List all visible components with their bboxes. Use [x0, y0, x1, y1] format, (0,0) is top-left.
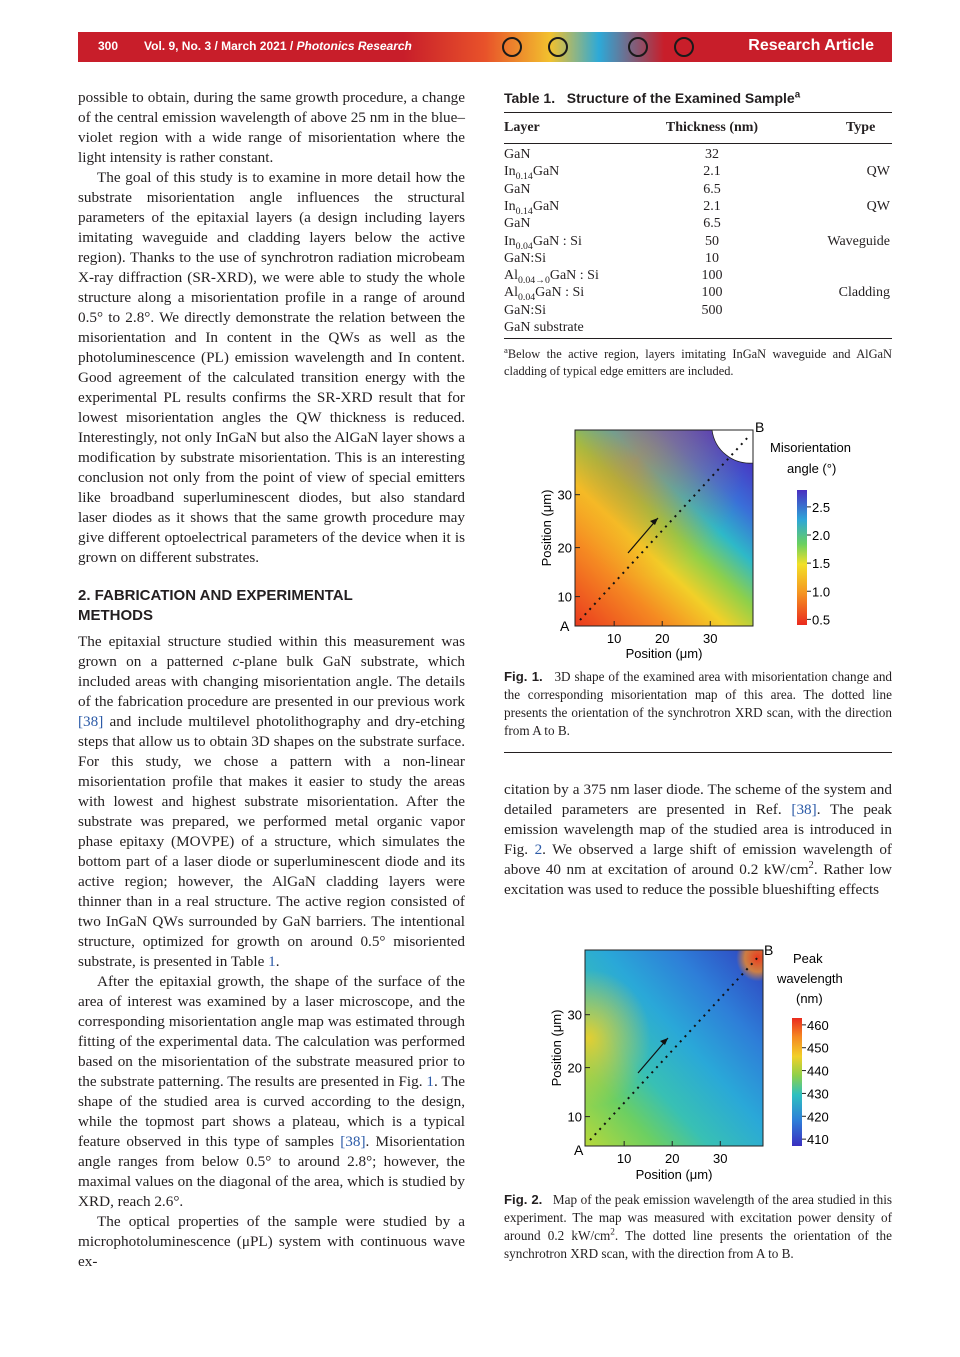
table-row	[504, 268, 892, 285]
cell-type: Cladding	[838, 285, 890, 301]
cell-thickness: 6.5	[703, 216, 721, 232]
x-axis-label: Position (μm)	[635, 1167, 713, 1182]
y-tick-label: 30	[567, 1007, 582, 1023]
colorbar-tick-label: 430	[807, 1086, 829, 1102]
decorative-ring-icon	[502, 37, 522, 57]
colorbar	[797, 490, 807, 625]
table-header-type: Type	[846, 120, 876, 135]
table-rule	[504, 112, 892, 113]
table-row	[504, 147, 892, 164]
colorbar-ticks	[807, 500, 830, 628]
decorative-ring-icon	[548, 37, 568, 57]
cell-thickness: 32	[705, 147, 719, 162]
cell-thickness: 100	[701, 268, 723, 284]
table-row	[504, 234, 892, 251]
x-tick-label: 20	[664, 1151, 680, 1166]
section-heading: 2. FABRICATION AND EXPERIMENTAL METHODS	[78, 587, 353, 624]
colorbar-title-line-2: angle (°)	[787, 461, 837, 476]
figure-link[interactable]: 1	[426, 1073, 434, 1090]
y-axis-label: Position (μm)	[549, 1009, 564, 1087]
cell-layer: GaN:Si	[504, 250, 546, 266]
cell-thickness: 100	[701, 285, 723, 301]
y-axis-label: Position (μm)	[539, 489, 554, 567]
colorbar-tick-label: 2.0	[812, 528, 831, 543]
cell-layer: $Al_{0.04\to 0}GaN$ : Si	[504, 268, 599, 286]
cell-layer: $In_{0.04}GaN$ : Si	[504, 233, 582, 252]
table-rule	[504, 338, 892, 339]
table-row	[504, 285, 892, 302]
table-row	[504, 303, 892, 320]
paragraph: The goal of this study is to examine in more detail how the substrate misorientation angle influences the structural parameters of the epitaxial layers (a design including layers imitating waveguide and cladding layers below the active region). Thanks to the use of synchrotron radiation microbeam X-ray diffraction (SR-XRD), we were able to study the whole structure along a misorientation profile in a range of around 0.5° to 2.8°. We directly demonstrate the relation between the misorientation and In content in the QWs as well as the photoluminescence (PL) emission wavelength and In content. Good agreement of the calculated transition energy with the experimental PL results confirms the SR-XRD result that for lowest misorientation angles the QW thickness is reduced. Interestingly, not only InGaN but also the AlGaN layer shows a modification by substrate misorientation. This is an interesting conclusion not only from the point of view of special emitters like broadband superluminescent diodes, but also standard laser diodes as it shows that the same growth procedure may give different optoelectrical parameters of the device when it is grown on different substrates.	[78, 169, 465, 566]
journal-header	[78, 32, 892, 62]
cell-thickness: 10	[705, 250, 719, 266]
colorbar-tick-label: 2.5	[812, 499, 831, 515]
decorative-ring-icon	[628, 37, 648, 57]
cell-thickness: 2.1	[703, 164, 721, 180]
cell-thickness: 2.1	[703, 198, 721, 214]
x-tick-label: 30	[713, 1151, 728, 1166]
colorbar-tick-label: 0.5	[812, 612, 831, 628]
colorbar-tick-label: 450	[807, 1040, 829, 1056]
table-row	[504, 251, 892, 268]
cell-thickness: 500	[701, 302, 723, 318]
colorbar-tick-label: 440	[807, 1063, 829, 1079]
y-tick-label: 30	[557, 487, 572, 503]
colorbar-title-line-1: Peak	[793, 951, 823, 966]
table-header-thickness: Thickness (nm)	[665, 120, 759, 135]
table-row	[504, 199, 892, 216]
cell-layer: GaN:Si	[504, 302, 546, 318]
figure-1-caption: Fig. 1. 3D shape of the examined area with misorientation change and the corresponding misorientation map of this area. The dotted line presents the orientation of the synchrotron XRD scan, with the direction from A to B.	[504, 669, 893, 738]
point-label-b: B	[755, 419, 765, 435]
table-row	[504, 320, 892, 337]
article-type: Research Article	[748, 37, 874, 54]
table-header-layer: Layer	[504, 120, 540, 135]
table-caption: Table 1. Structure of the Examined Sample$^a$	[504, 89, 801, 106]
reference-link[interactable]: [38]	[791, 801, 817, 818]
colorbar-tick-label: 420	[807, 1109, 829, 1125]
y-tick-label: 10	[557, 589, 572, 605]
table-footnote: $^a$Below the active region, layers imitating InGaN waveguide and AlGaN cladding of typical edge emitters are included.	[504, 344, 892, 378]
right-column-text	[504, 780, 892, 900]
cell-layer: GaN	[504, 181, 531, 197]
colorbar-title-line-1: Misorientation	[770, 440, 851, 455]
decorative-ring-icon	[674, 37, 694, 57]
colorbar-tick-label: 1.5	[812, 556, 831, 572]
cell-thickness: 50	[705, 233, 719, 249]
page-number: 300	[98, 39, 119, 53]
colorbar-tick-label: 1.0	[812, 584, 831, 600]
journal-citation: Vol. 9, No. 3 / March 2021 / Photonics Research	[144, 39, 412, 53]
reference-link[interactable]: [38]	[78, 713, 104, 730]
cell-layer: GaN	[504, 216, 531, 232]
cell-layer: $Al_{0.04}GaN$ : Si	[504, 285, 585, 304]
colorbar-title-line-3: (nm)	[796, 991, 823, 1006]
cell-layer: GaN	[504, 147, 531, 162]
colorbar	[792, 1018, 802, 1146]
figure-rule	[504, 752, 892, 753]
figure-link[interactable]: 2	[534, 841, 543, 858]
table-row	[504, 182, 892, 199]
x-axis-label: Position (μm)	[625, 646, 703, 661]
x-tick-label: 10	[616, 1151, 632, 1166]
paragraph: After the epitaxial growth, the shape of the surface of the area of interest was examined by a laser microscope, and the corresponding misorientation angle map was estimated through fitting of the experimental data. The calculation was performed based on the misorientation of the substrate measured prior to the substrate patterning. The results are presented in Fig. 1. The shape of the studied area is curved according to the design, while the topmost part shows a plateau, which is a typical feature observed in this type of samples [38]. Misorientation angle ranges from below 0.5° to around 2.8°; however, the maximal values on the diagonal of the area, which is studied by XRD, reach 2.6°.	[78, 973, 465, 1210]
left-column	[78, 88, 465, 1272]
x-tick-label: 20	[654, 631, 670, 646]
y-tick-label: 20	[557, 540, 572, 556]
x-tick-label: 30	[703, 631, 718, 646]
point-label-a: A	[574, 1142, 584, 1158]
cell-thickness: 6.5	[703, 181, 721, 197]
table-row	[504, 216, 892, 233]
cell-layer: GaN substrate	[504, 320, 584, 335]
cell-layer: $In_{0.14}GaN$	[504, 164, 560, 183]
paragraph: possible to obtain, during the same growth procedure, a change of the central emission wavelength of above 25 nm in the blue–violet region with a wide range of misorientation where the light intensity is rather constant.	[78, 89, 465, 166]
cell-type: Waveguide	[827, 233, 890, 249]
figure-2-caption: Fig. 2. Map of the peak emission wavelength of the area studied in this experiment. The map was measured with excitation power density of around 0.2 $kW/cm^2$. The dotted line presents the orientation of the synchrotron XRD scan, with the direction from A to B.	[504, 1192, 893, 1261]
paragraph: The optical properties of the sample were studied by a microphotoluminescence (μPL) system with continuous wave ex-	[78, 1213, 465, 1270]
colorbar-tick-label: 460	[807, 1017, 829, 1033]
cell-type: QW	[866, 164, 890, 180]
y-tick-label: 10	[567, 1109, 582, 1125]
colorbar-tick-label: 410	[807, 1132, 829, 1148]
colorbar-title-line-2: wavelength	[777, 971, 843, 986]
point-label-a: A	[560, 618, 570, 634]
point-label-b: B	[764, 942, 774, 958]
cell-layer: $In_{0.14}GaN$	[504, 198, 560, 217]
paragraph: The epitaxial structure studied within this measurement was grown on a patterned c-plane bulk GaN substrate, which included areas with changing misorientation angle. The details of the fabrication procedure are presented in our previous work [38] and include multilevel photolithography and dry-etching steps that allow us to obtain 3D shapes on the substrate surface. For this study, we chose a pattern with a non-linear misorientation profile that makes it easier to study the areas with lowest and highest substrate misorientation. After the substrate was prepared, we performed metal organic vapor phase epitaxy (MOVPE) of a structure, which simulates the bottom part of a laser diode or superluminescent diode and its active region; however, the AlGaN cladding layers were thinner than in a real structure. The active region consisted of two InGaN QWs surrounded by GaN barriers. The intentional structure, optimized for growth on around 0.5° misoriented substrate, is presented in Table 1.	[78, 633, 465, 970]
table-row	[504, 164, 892, 181]
paragraph: citation by a 375 nm laser diode. The scheme of the system and detailed parameters are presented in Ref. [38]. The peak emission wavelength map of the studied area is introduced in Fig. 2. We observed a large shift of emission wavelength of above 40 nm at excitation of around 0.2 $kW/cm^2$. Rather low excitation was used to reduce the possible blueshifting effects	[504, 781, 893, 898]
table-rule	[504, 143, 892, 144]
y-tick-label: 20	[567, 1060, 582, 1076]
colorbar-ticks	[802, 1018, 829, 1147]
cell-type: QW	[866, 198, 890, 214]
figure-1-misorientation-map	[500, 415, 900, 665]
reference-link[interactable]: [38]	[340, 1133, 366, 1150]
figure-2-peak-wavelength-map	[500, 935, 900, 1185]
table-link[interactable]: 1	[268, 953, 276, 970]
x-tick-label: 10	[606, 631, 622, 646]
